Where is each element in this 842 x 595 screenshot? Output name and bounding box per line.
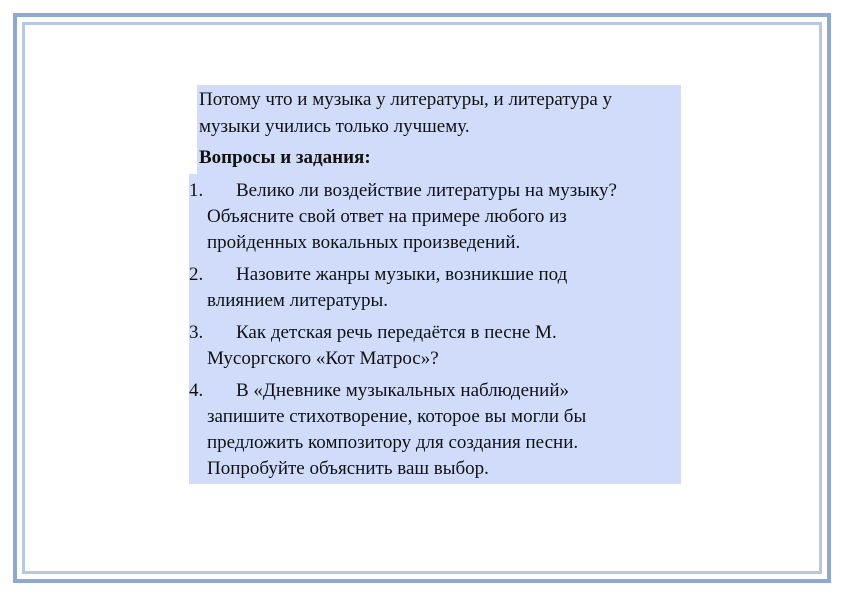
question-3-number: 3. [189,322,204,343]
question-1-line-2: Объясните свой ответ на примере любого из [207,206,567,227]
question-2-line-2: влиянием литературы. [207,290,389,311]
question-2-number: 2. [189,264,204,285]
question-2-line-1: Назовите жанры музыки, возникшие под [236,264,568,285]
intro-line-2: музыки учились только лучшему. [199,116,470,137]
question-4-number: 4. [189,380,204,401]
question-1-number: 1. [189,180,204,201]
question-4-line-4: Попробуйте объяснить ваш выбор. [207,458,489,479]
question-1-line-3: пройденных вокальных произведений. [207,232,521,253]
question-4-line-3: предложить композитору для создания песни. [207,432,579,453]
question-1-line-1: Велико ли воздействие литературы на музыку? [236,180,617,201]
question-3-line-1: Как детская речь передаётся в песне М. [236,322,557,343]
question-3-line-2: Мусоргского «Кот Матрос»? [207,348,439,369]
question-4-line-1: В «Дневнике музыкальных наблюдений» [236,380,570,401]
question-4-line-2: запишите стихотворение, которое вы могли бы [207,406,587,427]
intro-line-1: Потому что и музыка у литературы, и литература у [199,89,613,110]
section-heading: Вопросы и задания: [199,147,371,168]
